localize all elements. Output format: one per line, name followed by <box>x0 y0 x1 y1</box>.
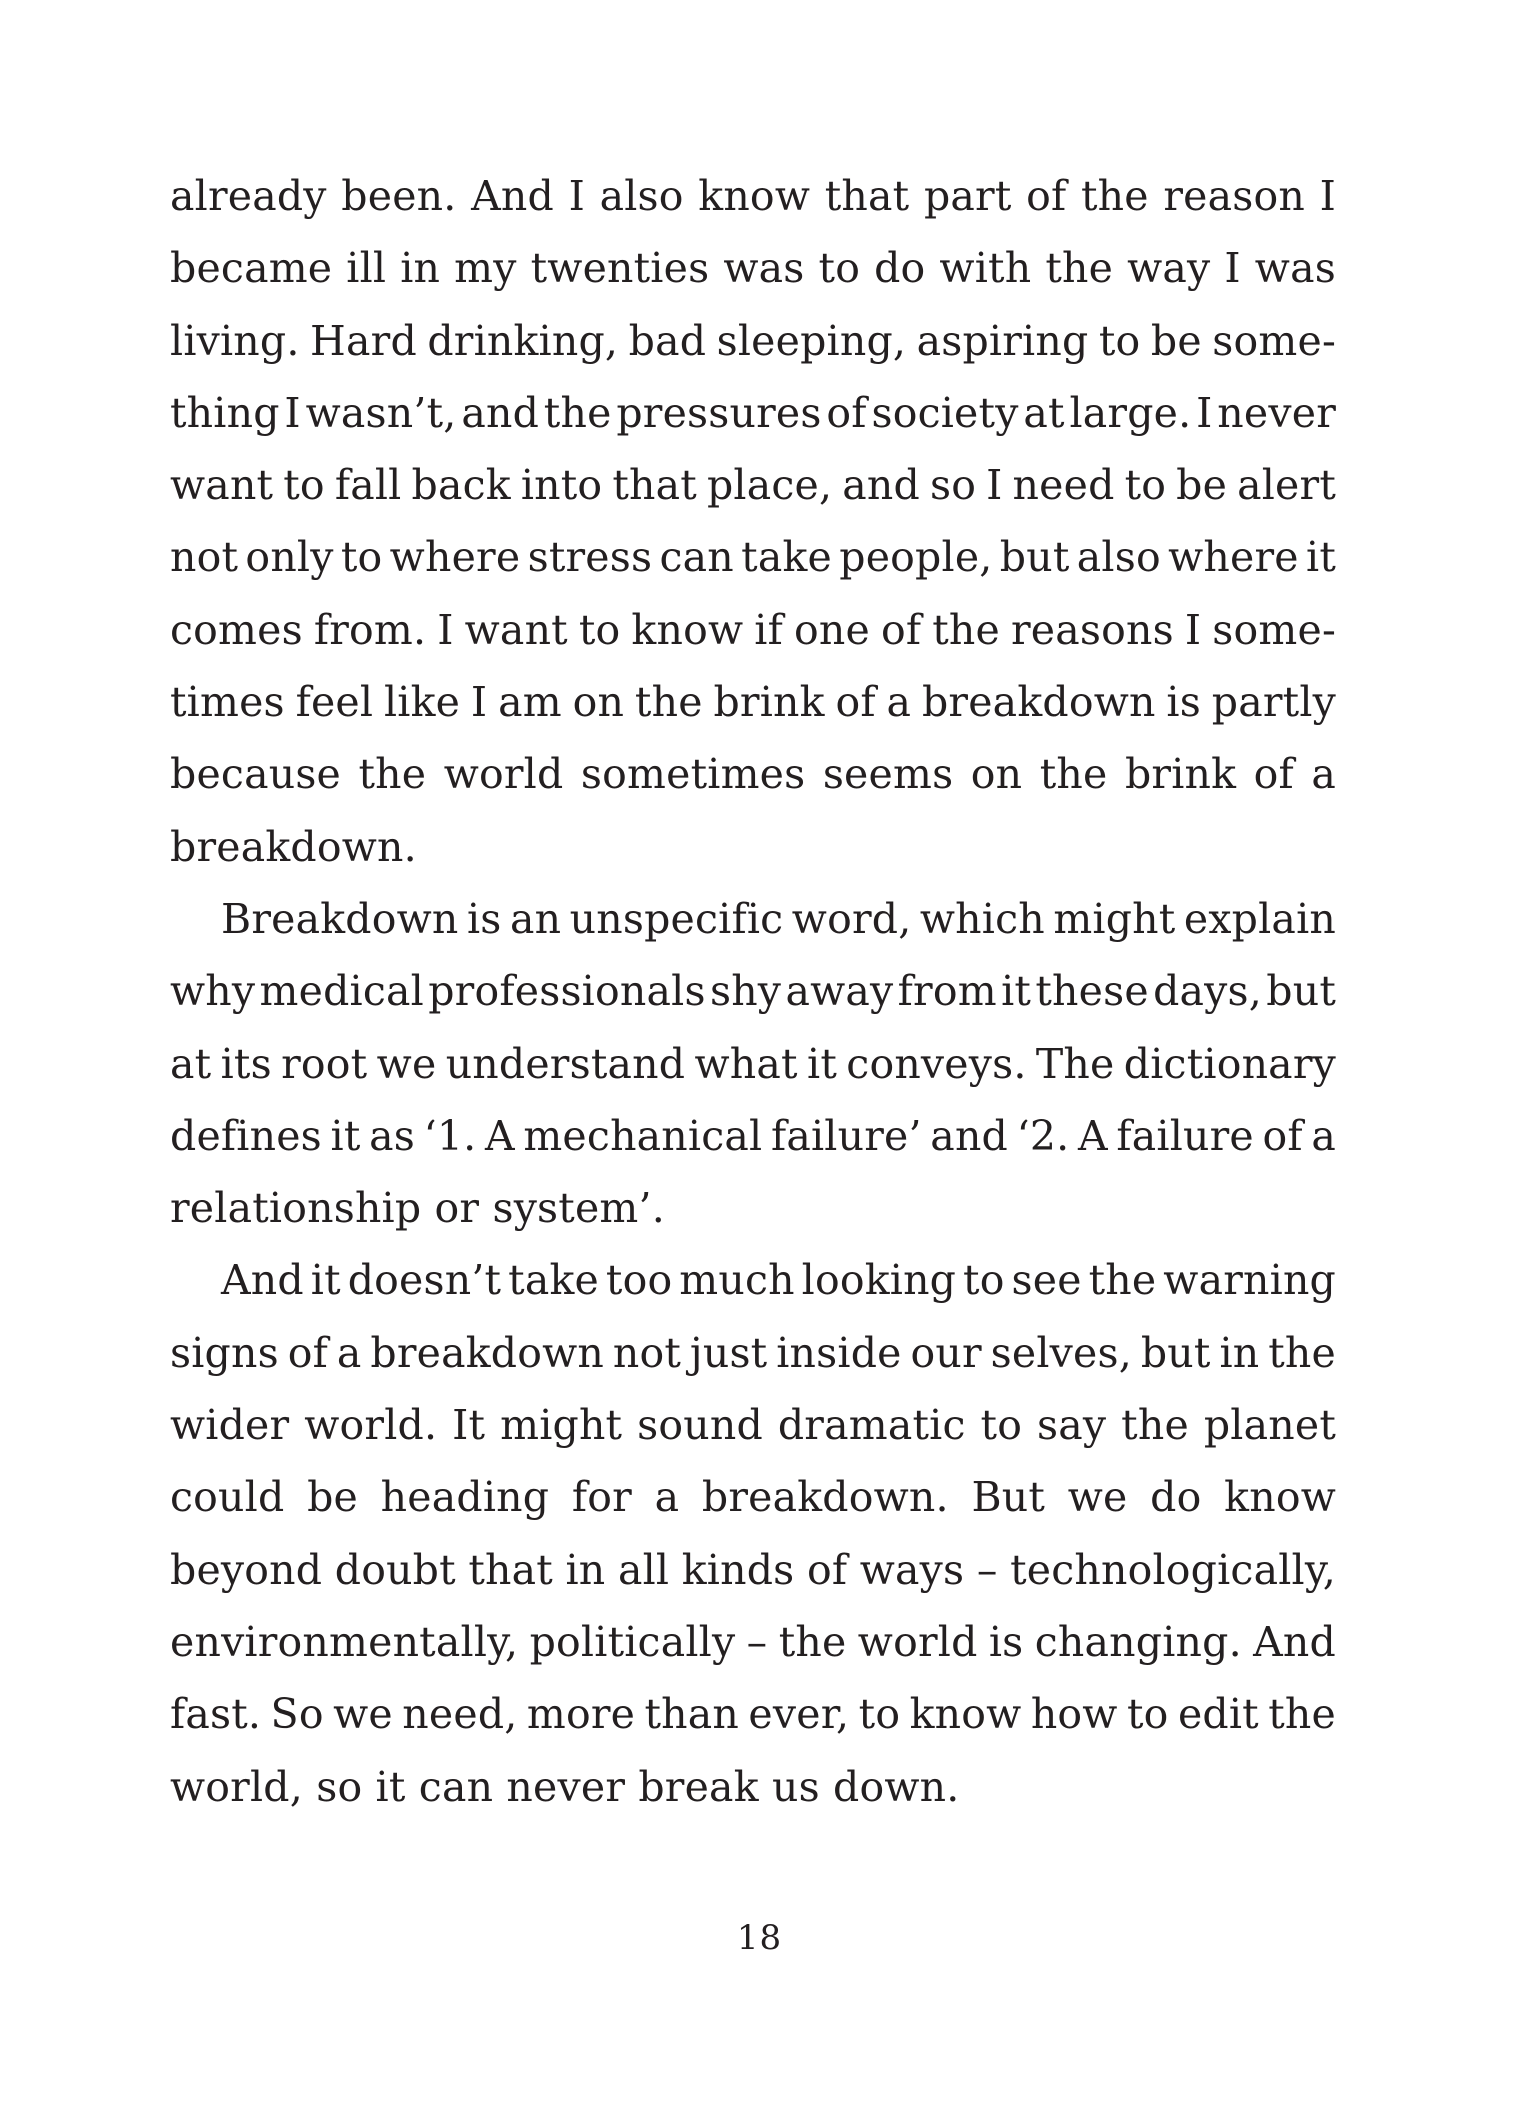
text-line: want to fall back into that place, and so I need to be alert <box>170 461 1336 510</box>
text-line: world, so it can never break us down. <box>170 1762 960 1811</box>
text-line: became ill in my twenties was to do with the way I was <box>170 244 1336 293</box>
text-line: wider world. It might sound dramatic to say the planet <box>170 1401 1336 1450</box>
text-line: And it doesn’t take too much looking to see the warning <box>221 1256 1336 1305</box>
text-line: thing I wasn’t, and the pressures of society at large. I never <box>170 388 1336 437</box>
text-line: times feel like I am on the brink of a breakdown is partly <box>170 678 1336 727</box>
text-line: already been. And I also know that part of the reason I <box>170 172 1336 220</box>
text-line: signs of a breakdown not just inside our selves, but in the <box>170 1328 1336 1377</box>
text-line: living. Hard drinking, bad sleeping, aspiring to be some- <box>170 316 1336 365</box>
paragraph-3 <box>170 1244 1336 1822</box>
text-line: comes from. I want to know if one of the reasons I some- <box>170 605 1336 654</box>
text-line: environmentally, politically – the world is changing. And <box>170 1617 1336 1666</box>
text-line: fast. So we need, more than ever, to know how to edit the <box>170 1690 1336 1739</box>
text-line: relationship or system’. <box>170 1184 665 1233</box>
text-line: beyond doubt that in all kinds of ways – technologically, <box>170 1545 1336 1594</box>
text-line: breakdown. <box>170 822 417 871</box>
text-line: could be heading for a breakdown. But we do know <box>170 1473 1336 1522</box>
body-text <box>170 160 1336 1823</box>
paragraph-1 <box>170 160 1336 883</box>
paragraph-2 <box>170 883 1336 1244</box>
page-number: 18 <box>736 1918 783 1958</box>
text-line: because the world sometimes seems on the brink of a <box>170 750 1336 799</box>
text-line: Breakdown is an unspecific word, which might explain <box>221 894 1336 943</box>
text-line: at its root we understand what it conveys. The dictionary <box>170 1039 1336 1088</box>
text-line: defines it as ‘1. A mechanical failure’ and ‘2. A failure of a <box>170 1111 1336 1160</box>
text-line: not only to where stress can take people, but also where it <box>170 533 1336 582</box>
text-line: why medical professionals shy away from it these days, but <box>170 967 1336 1016</box>
